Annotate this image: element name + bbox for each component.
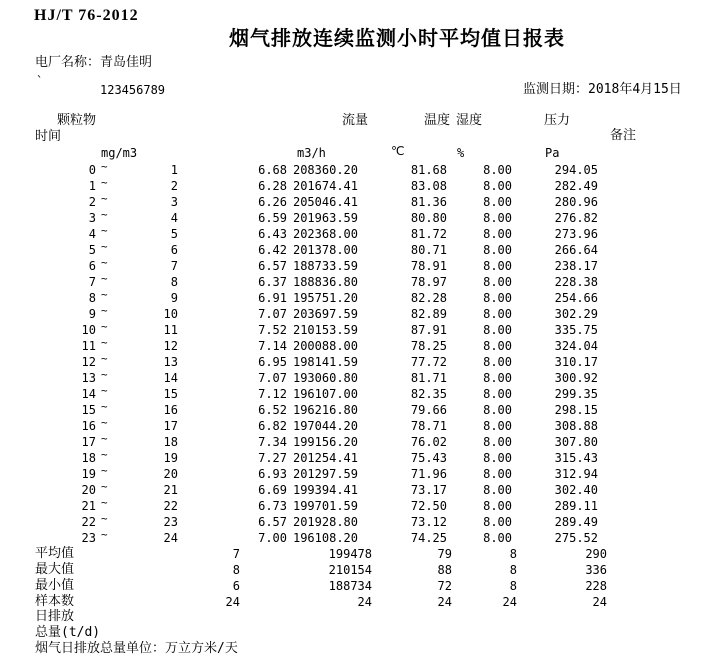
hour-start-value: 19 bbox=[81, 467, 96, 481]
pressure-value: 294.05 bbox=[554, 163, 598, 177]
dust-value: 6.59 bbox=[258, 211, 287, 225]
summary-pressure-value: 228 bbox=[585, 579, 607, 593]
summary-flow-value: 210154 bbox=[328, 563, 372, 577]
table-row bbox=[0, 162, 722, 178]
pressure-value: 312.94 bbox=[554, 467, 598, 481]
flow-value: 193060.80 bbox=[292, 371, 358, 385]
dust-value: 7.07 bbox=[258, 371, 287, 385]
unit-humidity: % bbox=[457, 146, 465, 160]
hour-start-value: 22 bbox=[81, 515, 96, 529]
hour-end-value: 16 bbox=[163, 403, 178, 417]
temp-value: 81.68 bbox=[410, 163, 447, 177]
hour-end-value: 15 bbox=[163, 387, 178, 401]
hour-end-value: 5 bbox=[170, 227, 178, 241]
pressure-value: 302.40 bbox=[554, 483, 598, 497]
temp-value: 87.91 bbox=[410, 323, 447, 337]
summary-dust-value: 8 bbox=[232, 563, 240, 577]
summary-pressure-value: 24 bbox=[592, 595, 607, 609]
tilde-separator: ~ bbox=[101, 160, 108, 173]
table-row bbox=[0, 514, 722, 530]
flow-value: 196108.20 bbox=[292, 531, 358, 545]
humidity-value: 8.00 bbox=[483, 259, 512, 273]
footer-notes bbox=[35, 609, 238, 657]
summary-temp-value: 24 bbox=[437, 595, 452, 609]
unit-pressure: Pa bbox=[545, 146, 560, 160]
monitor-date-line bbox=[523, 78, 682, 97]
flow-value: 199701.59 bbox=[292, 499, 358, 513]
plant-name-line bbox=[35, 51, 152, 70]
tilde-separator: ~ bbox=[101, 416, 108, 429]
dust-value: 7.12 bbox=[258, 387, 287, 401]
flow-value: 198141.59 bbox=[292, 355, 358, 369]
summary-label: 样本数 bbox=[35, 594, 75, 609]
temp-value: 78.25 bbox=[410, 339, 447, 353]
table-row bbox=[0, 274, 722, 290]
hour-end-value: 10 bbox=[163, 307, 178, 321]
tilde-separator: ~ bbox=[101, 208, 108, 221]
table-row bbox=[0, 386, 722, 402]
temp-value: 72.50 bbox=[410, 499, 447, 513]
hour-end-value: 9 bbox=[170, 291, 178, 305]
tilde-separator: ~ bbox=[101, 336, 108, 349]
tilde-separator: ~ bbox=[101, 256, 108, 269]
unit-flow: m3/h bbox=[297, 146, 326, 160]
summary-row bbox=[0, 578, 722, 594]
summary-humidity-value: 8 bbox=[509, 547, 517, 561]
table-row bbox=[0, 434, 722, 450]
table-row bbox=[0, 482, 722, 498]
hour-end-value: 11 bbox=[163, 323, 178, 337]
flow-value: 208360.20 bbox=[292, 163, 358, 177]
tilde-separator: ~ bbox=[101, 368, 108, 381]
pressure-value: 276.82 bbox=[554, 211, 598, 225]
hour-end-value: 12 bbox=[163, 339, 178, 353]
hour-start-value: 2 bbox=[88, 195, 96, 209]
tilde-separator: ~ bbox=[101, 176, 108, 189]
tilde-separator: ~ bbox=[101, 384, 108, 397]
dust-value: 6.95 bbox=[258, 355, 287, 369]
hour-start-value: 1 bbox=[88, 179, 96, 193]
table-row bbox=[0, 338, 722, 354]
humidity-value: 8.00 bbox=[483, 275, 512, 289]
temp-value: 73.12 bbox=[410, 515, 447, 529]
pressure-value: 315.43 bbox=[554, 451, 598, 465]
flow-value: 196216.80 bbox=[292, 403, 358, 417]
humidity-value: 8.00 bbox=[483, 483, 512, 497]
pressure-value: 280.96 bbox=[554, 195, 598, 209]
hour-end-value: 7 bbox=[170, 259, 178, 273]
tilde-separator: ~ bbox=[101, 224, 108, 237]
column-header-temp: 温度 bbox=[424, 113, 451, 128]
humidity-value: 8.00 bbox=[483, 355, 512, 369]
summary-dust-value: 24 bbox=[225, 595, 240, 609]
pressure-value: 266.64 bbox=[554, 243, 598, 257]
hourly-rows bbox=[0, 162, 722, 546]
flow-value: 197044.20 bbox=[292, 419, 358, 433]
temp-value: 78.91 bbox=[410, 259, 447, 273]
tilde-separator: ~ bbox=[101, 480, 108, 493]
summary-row bbox=[0, 594, 722, 610]
dust-value: 6.26 bbox=[258, 195, 287, 209]
pressure-value: 300.92 bbox=[554, 371, 598, 385]
tilde-separator: ~ bbox=[101, 496, 108, 509]
dust-value: 6.28 bbox=[258, 179, 287, 193]
table-row bbox=[0, 370, 722, 386]
flow-value: 205046.41 bbox=[292, 195, 358, 209]
humidity-value: 8.00 bbox=[483, 211, 512, 225]
table-row bbox=[0, 194, 722, 210]
temp-value: 73.17 bbox=[410, 483, 447, 497]
hour-end-value: 3 bbox=[170, 195, 178, 209]
dust-value: 6.93 bbox=[258, 467, 287, 481]
column-header-dust: 颗粒物 bbox=[57, 113, 97, 128]
standard-code: HJ/T 76-2012 bbox=[34, 7, 139, 24]
monitor-date-label: 监测日期： bbox=[523, 82, 589, 97]
summary-rows bbox=[0, 546, 722, 610]
hour-end-value: 4 bbox=[170, 211, 178, 225]
hour-start-value: 12 bbox=[81, 355, 96, 369]
summary-temp-value: 79 bbox=[437, 547, 452, 561]
hour-end-value: 14 bbox=[163, 371, 178, 385]
hour-start-value: 13 bbox=[81, 371, 96, 385]
dust-value: 6.42 bbox=[258, 243, 287, 257]
footer-note-line: 日排放 bbox=[35, 609, 75, 624]
summary-temp-value: 72 bbox=[437, 579, 452, 593]
dust-value: 7.00 bbox=[258, 531, 287, 545]
humidity-value: 8.00 bbox=[483, 515, 512, 529]
table-row bbox=[0, 290, 722, 306]
table-row bbox=[0, 466, 722, 482]
pressure-value: 254.66 bbox=[554, 291, 598, 305]
tilde-separator: ~ bbox=[101, 512, 108, 525]
hour-end-value: 13 bbox=[163, 355, 178, 369]
hour-start-value: 0 bbox=[88, 163, 96, 177]
hour-start-value: 4 bbox=[88, 227, 96, 241]
humidity-value: 8.00 bbox=[483, 227, 512, 241]
temp-value: 76.02 bbox=[410, 435, 447, 449]
pressure-value: 299.35 bbox=[554, 387, 598, 401]
hour-start-value: 18 bbox=[81, 451, 96, 465]
unit-temp: ℃ bbox=[391, 144, 405, 158]
table-row bbox=[0, 418, 722, 434]
pressure-value: 308.88 bbox=[554, 419, 598, 433]
summary-label: 最小值 bbox=[35, 578, 75, 593]
summary-flow-value: 188734 bbox=[328, 579, 372, 593]
table-row bbox=[0, 258, 722, 274]
temp-value: 80.80 bbox=[410, 211, 447, 225]
hour-start-value: 16 bbox=[81, 419, 96, 433]
humidity-value: 8.00 bbox=[483, 435, 512, 449]
flow-value: 201963.59 bbox=[292, 211, 358, 225]
dust-value: 6.43 bbox=[258, 227, 287, 241]
summary-humidity-value: 8 bbox=[509, 579, 517, 593]
dust-value: 7.27 bbox=[258, 451, 287, 465]
hour-start-value: 17 bbox=[81, 435, 96, 449]
humidity-value: 8.00 bbox=[483, 307, 512, 321]
dust-value: 7.14 bbox=[258, 339, 287, 353]
tilde-separator: ~ bbox=[101, 448, 108, 461]
hour-start-value: 15 bbox=[81, 403, 96, 417]
temp-value: 83.08 bbox=[410, 179, 447, 193]
hour-end-value: 2 bbox=[170, 179, 178, 193]
pressure-value: 289.49 bbox=[554, 515, 598, 529]
temp-value: 82.35 bbox=[410, 387, 447, 401]
summary-label: 最大值 bbox=[35, 562, 75, 577]
flow-value: 196107.00 bbox=[292, 387, 358, 401]
tilde-separator: ~ bbox=[101, 528, 108, 541]
tilde-separator: ~ bbox=[101, 464, 108, 477]
hour-start-value: 23 bbox=[81, 531, 96, 545]
temp-value: 79.66 bbox=[410, 403, 447, 417]
table-row bbox=[0, 210, 722, 226]
flow-value: 201928.80 bbox=[292, 515, 358, 529]
dust-value: 6.37 bbox=[258, 275, 287, 289]
hour-start-value: 9 bbox=[88, 307, 96, 321]
dust-value: 6.69 bbox=[258, 483, 287, 497]
dust-value: 6.57 bbox=[258, 259, 287, 273]
pressure-value: 273.96 bbox=[554, 227, 598, 241]
summary-row bbox=[0, 546, 722, 562]
dust-value: 7.34 bbox=[258, 435, 287, 449]
footer-note-line: 总量(t/d) bbox=[35, 625, 101, 640]
tilde-separator: ~ bbox=[101, 400, 108, 413]
humidity-value: 8.00 bbox=[483, 195, 512, 209]
temp-value: 77.72 bbox=[410, 355, 447, 369]
table-row bbox=[0, 306, 722, 322]
hour-end-value: 19 bbox=[163, 451, 178, 465]
summary-temp-value: 88 bbox=[437, 563, 452, 577]
flow-value: 201297.59 bbox=[292, 467, 358, 481]
hour-start-value: 8 bbox=[88, 291, 96, 305]
humidity-value: 8.00 bbox=[483, 339, 512, 353]
footer-note-line: 烟气日排放总量单位：万立方米/天 bbox=[35, 641, 238, 656]
hour-end-value: 6 bbox=[170, 243, 178, 257]
hour-start-value: 7 bbox=[88, 275, 96, 289]
column-header-time: 时间 bbox=[35, 129, 62, 144]
temp-value: 80.71 bbox=[410, 243, 447, 257]
tilde-separator: ~ bbox=[101, 192, 108, 205]
tilde-separator: ~ bbox=[101, 352, 108, 365]
dust-value: 6.91 bbox=[258, 291, 287, 305]
column-header-humidity: 湿度 bbox=[456, 113, 483, 128]
summary-dust-value: 7 bbox=[232, 547, 240, 561]
summary-humidity-value: 8 bbox=[509, 563, 517, 577]
humidity-value: 8.00 bbox=[483, 243, 512, 257]
pressure-value: 335.75 bbox=[554, 323, 598, 337]
humidity-value: 8.00 bbox=[483, 323, 512, 337]
humidity-value: 8.00 bbox=[483, 419, 512, 433]
temp-value: 78.97 bbox=[410, 275, 447, 289]
hour-start-value: 20 bbox=[81, 483, 96, 497]
tilde-separator: ~ bbox=[101, 240, 108, 253]
plant-name-value: 青岛佳明 bbox=[100, 55, 153, 70]
dust-value: 6.68 bbox=[258, 163, 287, 177]
tilde-separator: ~ bbox=[101, 320, 108, 333]
temp-value: 71.96 bbox=[410, 467, 447, 481]
temp-value: 82.28 bbox=[410, 291, 447, 305]
summary-pressure-value: 336 bbox=[585, 563, 607, 577]
hour-start-value: 11 bbox=[81, 339, 96, 353]
table-row bbox=[0, 530, 722, 546]
temp-value: 81.36 bbox=[410, 195, 447, 209]
dust-value: 6.73 bbox=[258, 499, 287, 513]
pressure-value: 289.11 bbox=[554, 499, 598, 513]
temp-value: 75.43 bbox=[410, 451, 447, 465]
temp-value: 82.89 bbox=[410, 307, 447, 321]
table-row bbox=[0, 450, 722, 466]
flow-value: 201378.00 bbox=[292, 243, 358, 257]
flow-value: 202368.00 bbox=[292, 227, 358, 241]
temp-value: 81.72 bbox=[410, 227, 447, 241]
pressure-value: 282.49 bbox=[554, 179, 598, 193]
summary-pressure-value: 290 bbox=[585, 547, 607, 561]
humidity-value: 8.00 bbox=[483, 451, 512, 465]
monitor-date-value: 2018年4月15日 bbox=[588, 82, 682, 97]
humidity-value: 8.00 bbox=[483, 499, 512, 513]
table-row bbox=[0, 498, 722, 514]
hour-start-value: 5 bbox=[88, 243, 96, 257]
summary-humidity-value: 24 bbox=[502, 595, 517, 609]
flow-value: 199394.41 bbox=[292, 483, 358, 497]
hour-start-value: 10 bbox=[81, 323, 96, 337]
table-row bbox=[0, 242, 722, 258]
hour-start-value: 14 bbox=[81, 387, 96, 401]
plant-name-label: 电厂名称： bbox=[35, 55, 101, 70]
pressure-value: 307.80 bbox=[554, 435, 598, 449]
table-row bbox=[0, 322, 722, 338]
summary-flow-value: 24 bbox=[357, 595, 372, 609]
hour-start-value: 6 bbox=[88, 259, 96, 273]
flow-value: 210153.59 bbox=[292, 323, 358, 337]
pressure-value: 310.17 bbox=[554, 355, 598, 369]
humidity-value: 8.00 bbox=[483, 403, 512, 417]
dust-value: 6.82 bbox=[258, 419, 287, 433]
pressure-value: 238.17 bbox=[554, 259, 598, 273]
report-title: 烟气排放连续监测小时平均值日报表 bbox=[229, 26, 565, 50]
tilde-separator: ~ bbox=[101, 288, 108, 301]
table-row bbox=[0, 402, 722, 418]
tilde-separator: ~ bbox=[101, 304, 108, 317]
temp-value: 74.25 bbox=[410, 531, 447, 545]
hour-end-value: 8 bbox=[170, 275, 178, 289]
hour-end-value: 24 bbox=[163, 531, 178, 545]
tilde-separator: ~ bbox=[101, 432, 108, 445]
dust-value: 6.52 bbox=[258, 403, 287, 417]
humidity-value: 8.00 bbox=[483, 371, 512, 385]
column-header-remark: 备注 bbox=[610, 128, 637, 143]
summary-row bbox=[0, 562, 722, 578]
hour-start-value: 21 bbox=[81, 499, 96, 513]
humidity-value: 8.00 bbox=[483, 387, 512, 401]
temp-value: 78.71 bbox=[410, 419, 447, 433]
pressure-value: 298.15 bbox=[554, 403, 598, 417]
humidity-value: 8.00 bbox=[483, 467, 512, 481]
tick-mark: ` bbox=[36, 74, 44, 88]
pressure-value: 228.38 bbox=[554, 275, 598, 289]
humidity-value: 8.00 bbox=[483, 531, 512, 545]
pressure-value: 302.29 bbox=[554, 307, 598, 321]
column-header-pressure: 压力 bbox=[544, 113, 571, 128]
column-header-flow: 流量 bbox=[342, 113, 369, 128]
summary-label: 平均值 bbox=[35, 546, 75, 561]
temp-value: 81.71 bbox=[410, 371, 447, 385]
summary-flow-value: 199478 bbox=[328, 547, 372, 561]
dust-value: 6.57 bbox=[258, 515, 287, 529]
flow-value: 201254.41 bbox=[292, 451, 358, 465]
pressure-value: 324.04 bbox=[554, 339, 598, 353]
hour-end-value: 21 bbox=[163, 483, 178, 497]
tilde-separator: ~ bbox=[101, 272, 108, 285]
humidity-value: 8.00 bbox=[483, 179, 512, 193]
dust-value: 7.52 bbox=[258, 323, 287, 337]
summary-dust-value: 6 bbox=[232, 579, 240, 593]
dust-value: 7.07 bbox=[258, 307, 287, 321]
humidity-value: 8.00 bbox=[483, 163, 512, 177]
hour-end-value: 17 bbox=[163, 419, 178, 433]
table-row bbox=[0, 226, 722, 242]
flow-value: 203697.59 bbox=[292, 307, 358, 321]
hour-end-value: 22 bbox=[163, 499, 178, 513]
hour-end-value: 23 bbox=[163, 515, 178, 529]
table-row bbox=[0, 178, 722, 194]
hour-end-value: 1 bbox=[170, 163, 178, 177]
flow-value: 188836.80 bbox=[292, 275, 358, 289]
hour-end-value: 20 bbox=[163, 467, 178, 481]
flow-value: 201674.41 bbox=[292, 179, 358, 193]
flow-value: 188733.59 bbox=[292, 259, 358, 273]
flow-value: 195751.20 bbox=[292, 291, 358, 305]
hour-end-value: 18 bbox=[163, 435, 178, 449]
serial-number: 123456789 bbox=[100, 83, 166, 97]
unit-dust: mg/m3 bbox=[101, 146, 138, 160]
flow-value: 199156.20 bbox=[292, 435, 358, 449]
pressure-value: 275.52 bbox=[554, 531, 598, 545]
table-row bbox=[0, 354, 722, 370]
hour-start-value: 3 bbox=[88, 211, 96, 225]
humidity-value: 8.00 bbox=[483, 291, 512, 305]
flow-value: 200088.00 bbox=[292, 339, 358, 353]
